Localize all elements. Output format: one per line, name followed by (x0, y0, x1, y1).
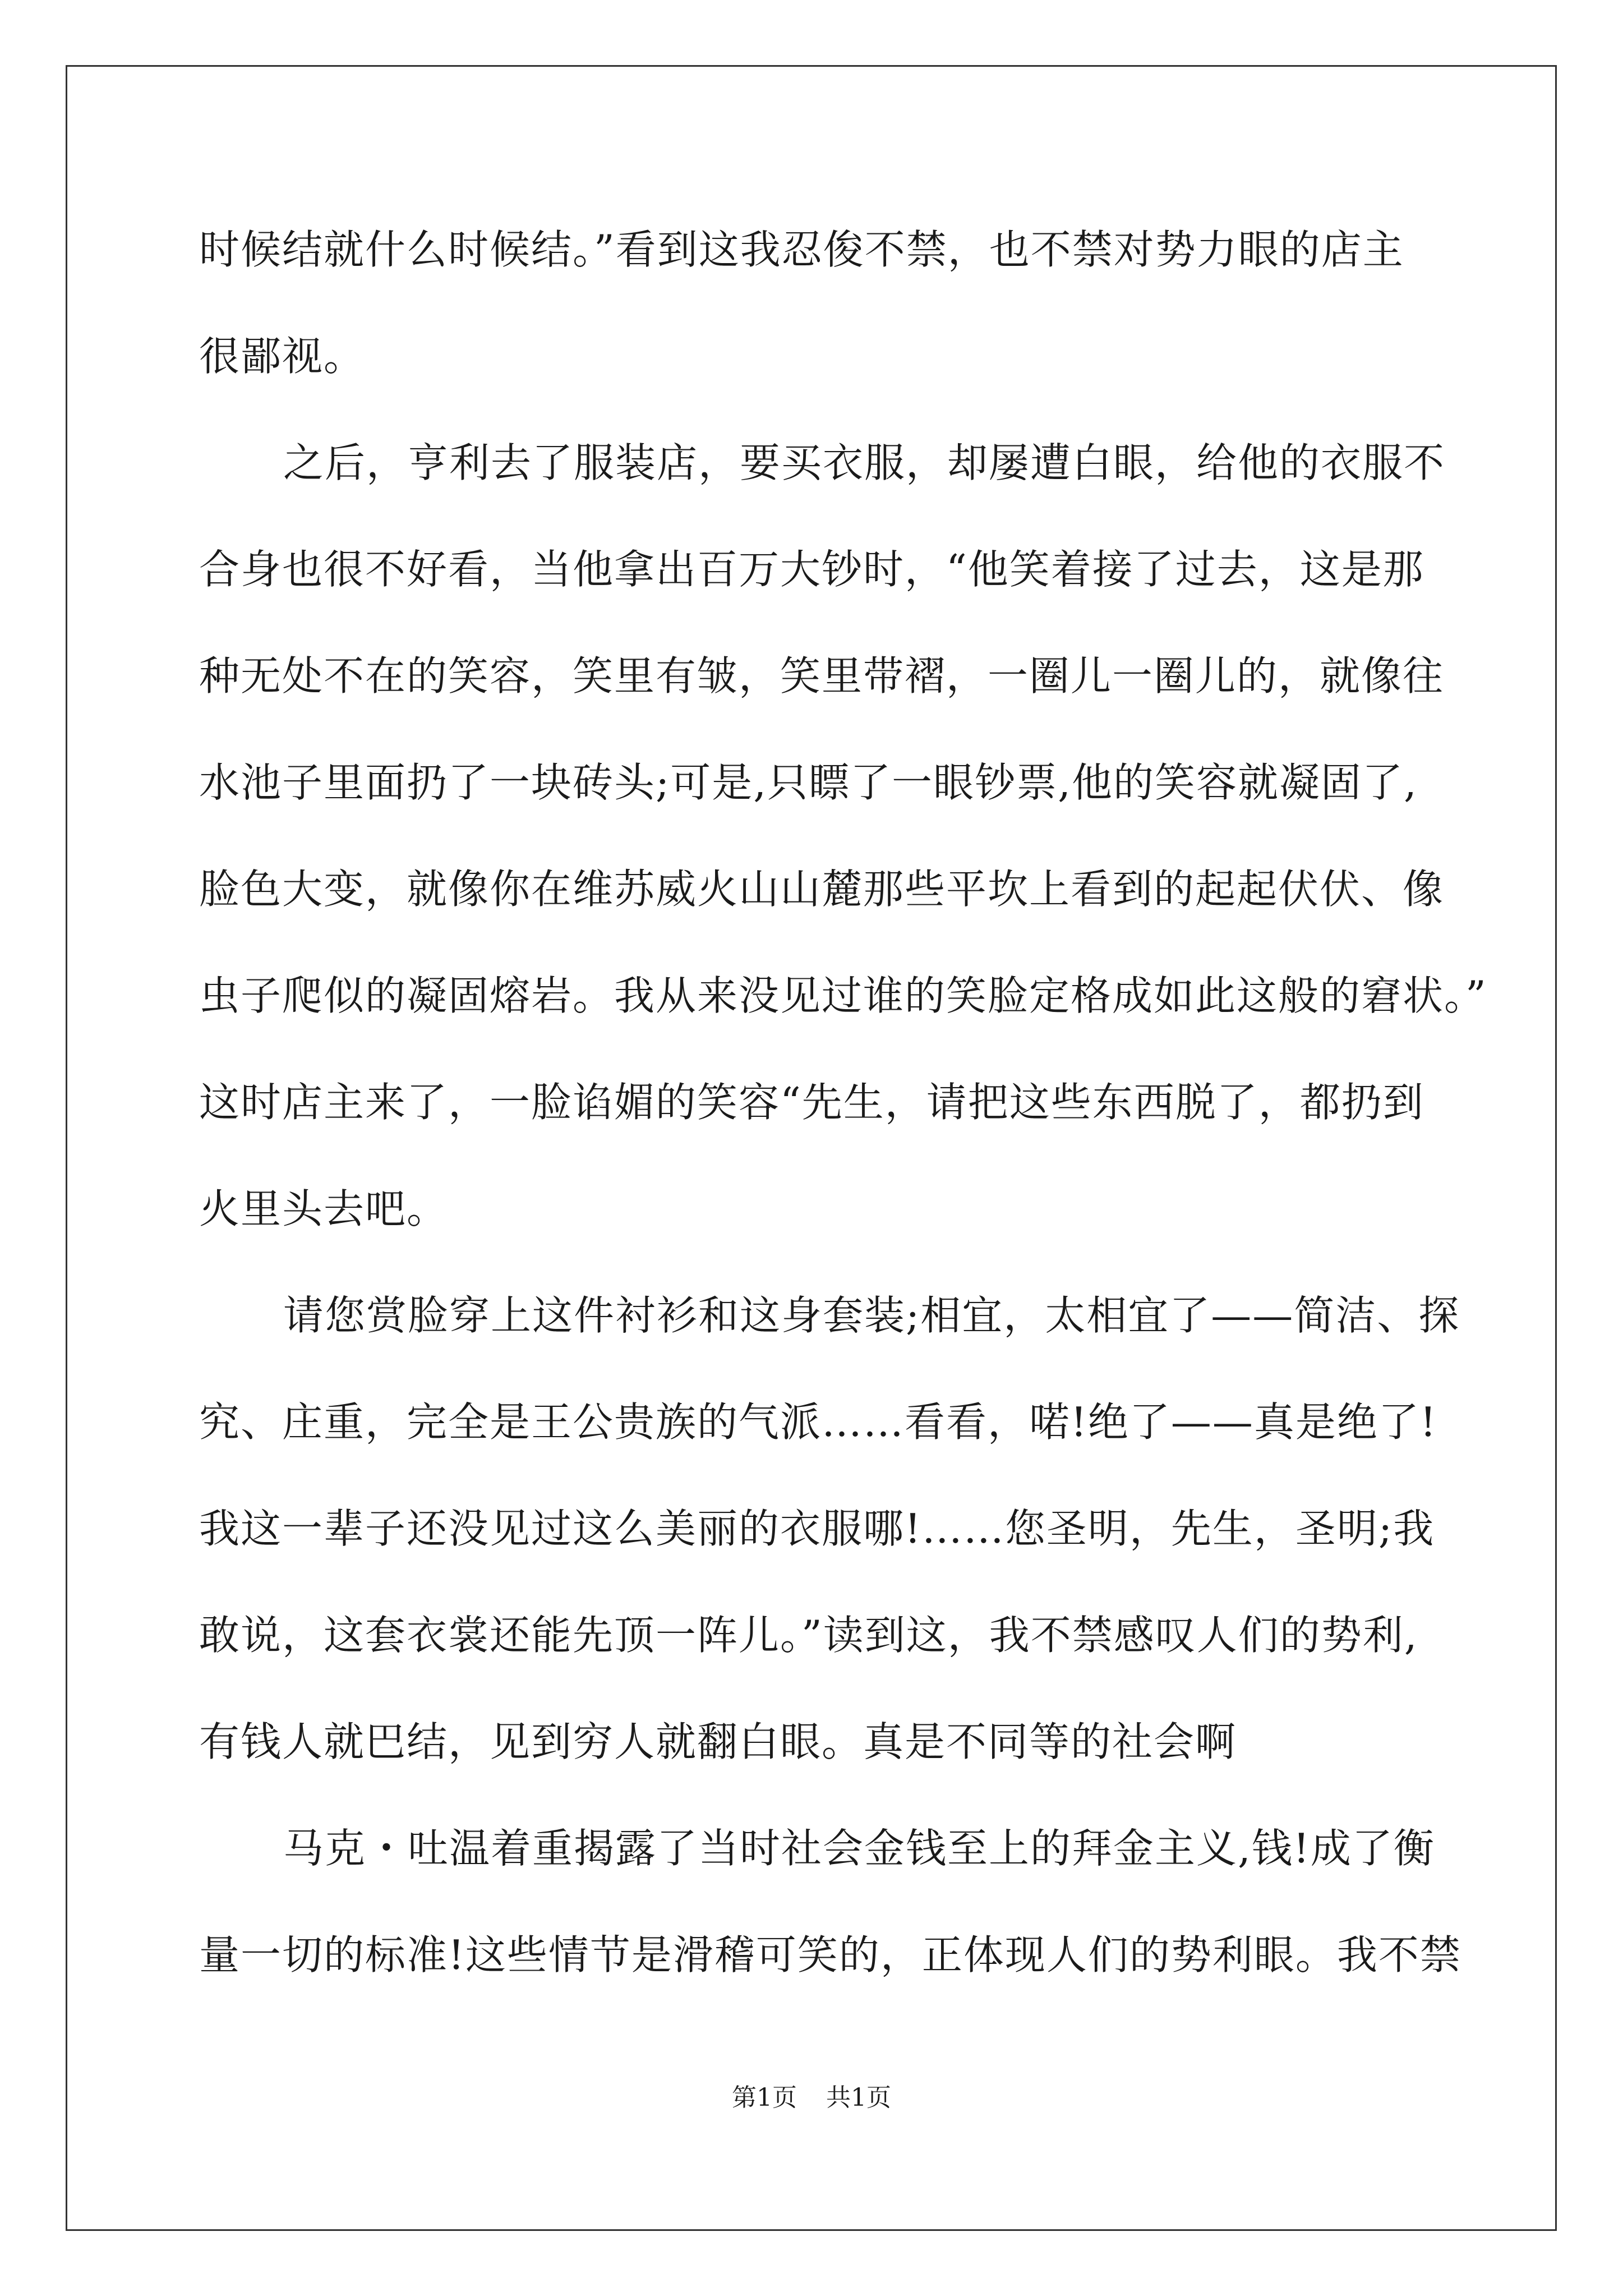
text-line: 量一切的标准!这些情节是滑稽可笑的，正体现人们的势利眼。我不禁 (199, 1931, 1461, 1978)
text-line: 这时店主来了，一脸谄媚的笑容“先生，请把这些东西脱了，都扔到 (199, 1079, 1424, 1126)
text-line: 究、庄重，完全是王公贵族的气派……看看，喏!绝了——真是绝了! (199, 1398, 1437, 1446)
text-line: 很鄙视。 (199, 333, 366, 380)
page-number-current: 第1页 (732, 2083, 797, 2112)
text-line: 请您赏脸穿上这件衬衫和这身套装;相宜，太相宜了——简洁、探 (283, 1292, 1460, 1339)
text-line: 敢说，这套衣裳还能先顶一阵儿。”读到这，我不禁感叹人们的势利, (199, 1612, 1418, 1659)
text-line: 火里头去吧。 (199, 1185, 449, 1232)
text-line: 合身也很不好看，当他拿出百万大钞时，“他笑着接了过去，这是那 (199, 546, 1424, 593)
text-line: 我这一辈子还没见过这么美丽的衣服哪!……您圣明，先生，圣明;我 (199, 1505, 1435, 1552)
text-line: 之后，亨利去了服装店，要买衣服，却屡遭白眼，给他的衣服不 (283, 439, 1446, 486)
text-line: 种无处不在的笑容，笑里有皱，笑里带褶，一圈儿一圈儿的，就像往 (199, 652, 1445, 700)
page-number-total: 共1页 (826, 2083, 891, 2112)
text-line: 脸色大变，就像你在维苏威火山山麓那些平坎上看到的起起伏伏、像 (199, 866, 1445, 913)
page-footer (0, 2082, 1623, 2114)
text-line: 马克・吐温着重揭露了当时社会金钱至上的拜金主义,钱!成了衡 (283, 1825, 1435, 1872)
text-line: 水池子里面扔了一块砖头;可是,只瞟了一眼钞票,他的笑容就凝固了, (199, 759, 1418, 806)
text-line: 时候结就什么时候结。”看到这我忍俊不禁，也不禁对势力眼的店主 (199, 226, 1404, 273)
text-line: 有钱人就巴结，见到穷人就翻白眼。真是不同等的社会啊 (199, 1718, 1237, 1765)
page-border (66, 65, 1557, 2231)
text-line: 虫子爬似的凝固熔岩。我从来没见过谁的笑脸定格成如此这般的窘状。” (199, 972, 1487, 1019)
